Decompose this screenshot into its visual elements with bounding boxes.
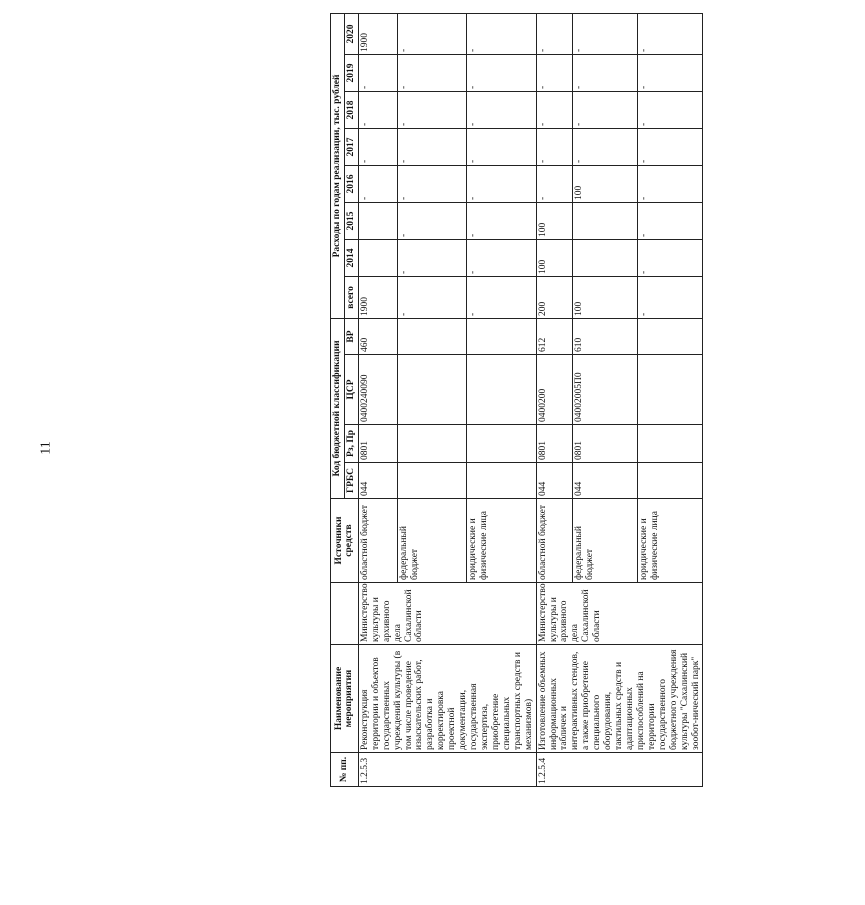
header-vr: ВР — [344, 318, 358, 354]
year-value: - — [358, 165, 397, 202]
rotated-table-container — [330, 17, 865, 787]
rzpr-code: 0801 — [358, 425, 397, 463]
header-year: 2017 — [344, 128, 358, 165]
year-value: - — [397, 239, 466, 276]
year-value: - — [573, 54, 638, 91]
csr-code — [397, 355, 466, 425]
grbs-code: 044 — [573, 463, 638, 499]
header-year: 2014 — [344, 239, 358, 276]
year-value: - — [573, 91, 638, 128]
csr-code: 0400200 — [536, 355, 573, 425]
rzpr-code: 0801 — [573, 425, 638, 463]
year-value — [573, 202, 638, 239]
funding-source: областной бюджет — [358, 499, 397, 583]
total-value: - — [638, 276, 703, 318]
year-value — [358, 202, 397, 239]
table-row — [536, 13, 573, 786]
row-number: 1.2.5.4 — [536, 753, 703, 787]
year-value — [573, 239, 638, 276]
header-name: Наименование мероприятия — [331, 645, 359, 753]
total-value: 200 — [536, 276, 573, 318]
year-value: - — [397, 202, 466, 239]
vr-code: 612 — [536, 318, 573, 354]
year-value: 1900 — [358, 13, 397, 54]
header-expenses: Расходы по годам реализации, тыс. рублей — [331, 13, 345, 318]
year-value: - — [358, 91, 397, 128]
header-rzpr: Рз, Пр — [344, 425, 358, 463]
year-value: - — [467, 239, 536, 276]
header-budget-code: Код бюджетной классификации — [331, 318, 345, 498]
year-value: - — [638, 91, 703, 128]
funding-source: федеральный бюджет — [573, 499, 638, 583]
year-value — [358, 239, 397, 276]
csr-code — [638, 355, 703, 425]
vr-code — [638, 318, 703, 354]
total-value: - — [397, 276, 466, 318]
header-year: 2020 — [344, 13, 358, 54]
year-value: - — [573, 128, 638, 165]
year-value: - — [638, 54, 703, 91]
header-source: Источники средств — [331, 499, 359, 583]
executor: Министерство культуры и архивного дела Сахалинской области — [358, 583, 536, 645]
total-value: - — [467, 276, 536, 318]
grbs-code — [397, 463, 466, 499]
year-value: - — [638, 239, 703, 276]
header-executor — [331, 583, 359, 645]
csr-code: 04002005П0 — [573, 355, 638, 425]
grbs-code: 044 — [358, 463, 397, 499]
grbs-code: 044 — [536, 463, 573, 499]
year-value: - — [467, 165, 536, 202]
year-value: - — [638, 128, 703, 165]
grbs-code — [638, 463, 703, 499]
year-value: - — [638, 165, 703, 202]
funding-source: федеральный бюджет — [397, 499, 466, 583]
total-value: 1900 — [358, 276, 397, 318]
header-total: всего — [344, 276, 358, 318]
year-value: - — [638, 202, 703, 239]
year-value: - — [397, 128, 466, 165]
header-year: 2018 — [344, 91, 358, 128]
budget-table — [330, 13, 703, 787]
year-value: - — [397, 13, 466, 54]
year-value: - — [536, 91, 573, 128]
csr-code — [467, 355, 536, 425]
year-value: - — [358, 128, 397, 165]
year-value: - — [467, 91, 536, 128]
csr-code: 0400240090 — [358, 355, 397, 425]
activity-name: Изготовление объемных информационных табличек и интерактивных стендов, а также приобретение специального оборудования, тактильных средств и адаптационных приспособлений на территории государственного бюджетного учреждения культуры "Сахалинский зообот-нический парк" — [536, 645, 703, 753]
year-value: - — [536, 54, 573, 91]
header-year: 2015 — [344, 202, 358, 239]
header-csr: ЦСР — [344, 355, 358, 425]
table-row — [358, 13, 397, 786]
grbs-code — [467, 463, 536, 499]
rzpr-code: 0801 — [536, 425, 573, 463]
header-num: № пп. — [331, 753, 359, 787]
year-value: - — [536, 128, 573, 165]
year-value: - — [467, 202, 536, 239]
year-value: - — [467, 13, 536, 54]
year-value: - — [467, 54, 536, 91]
year-value: - — [397, 91, 466, 128]
rzpr-code — [467, 425, 536, 463]
vr-code: 460 — [358, 318, 397, 354]
vr-code: 610 — [573, 318, 638, 354]
vr-code — [397, 318, 466, 354]
year-value: - — [536, 13, 573, 54]
page-number: 11 — [38, 441, 54, 455]
year-value: - — [397, 165, 466, 202]
funding-source: юридические и физические лица — [467, 499, 536, 583]
year-value: 100 — [536, 239, 573, 276]
total-value: 100 — [573, 276, 638, 318]
year-value: - — [638, 13, 703, 54]
rzpr-code — [397, 425, 466, 463]
year-value: 100 — [573, 165, 638, 202]
executor: Министерство культуры и архивного дела Сахалинской области — [536, 583, 703, 645]
year-value: - — [573, 13, 638, 54]
year-value: 100 — [536, 202, 573, 239]
year-value: - — [397, 54, 466, 91]
year-value: - — [467, 128, 536, 165]
header-year: 2019 — [344, 54, 358, 91]
funding-source: областной бюджет — [536, 499, 573, 583]
year-value: - — [358, 54, 397, 91]
vr-code — [467, 318, 536, 354]
activity-name: Реконструкция территории и объектов государственных учреждений культуры (в том числе проведение изыскательских работ, разработка и корректировка проектной документации, государственная экспертиза, приобретение специальных транспортных средств и механизмов) — [358, 645, 536, 753]
header-year: 2016 — [344, 165, 358, 202]
row-number: 1.2.5.3 — [358, 753, 536, 787]
year-value: - — [536, 165, 573, 202]
funding-source: юридические и физические лица — [638, 499, 703, 583]
rzpr-code — [638, 425, 703, 463]
header-grbs: ГРБС — [344, 463, 358, 499]
